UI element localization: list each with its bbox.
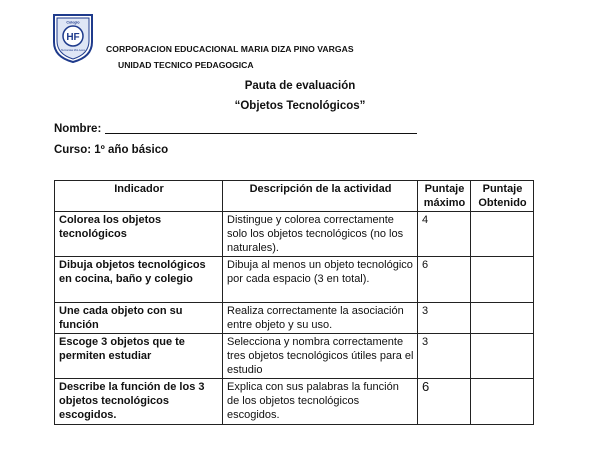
header-descripcion: Descripción de la actividad (223, 181, 418, 212)
organization-name: CORPORACION EDUCACIONAL MARIA DIZA PINO VARGAS (106, 44, 354, 54)
curso-label: Curso: 1º año básico (54, 144, 169, 156)
nombre-blank-line (105, 133, 417, 134)
descripcion-cell: Explica con sus palabras la función de los objetos tecnológicos escogidos. (223, 379, 418, 425)
header-indicador: Indicador (55, 181, 223, 212)
indicador-cell: Describe la función de los 3 objetos tecnológicos escogidos. (55, 379, 223, 425)
table-row (55, 334, 534, 379)
descripcion-cell: Selecciona y nombra correctamente tres objetos tecnológicos útiles para el estudio (223, 334, 418, 379)
table-row (55, 379, 534, 425)
descripcion-cell: Realiza correctamente la asociación entre objeto y su uso. (223, 303, 418, 334)
header-puntaje-maximo: Puntaje máximo (418, 181, 471, 212)
document-title: Pauta de evaluación (244, 80, 356, 92)
school-logo (51, 12, 95, 64)
indicador-cell: Dibuja objetos tecnológicos en cocina, baño y colegio (55, 257, 223, 303)
evaluation-table (54, 180, 534, 425)
puntaje-maximo-cell: 6 (418, 379, 471, 425)
puntaje-obtenido-cell[interactable] (471, 379, 534, 425)
indicador-cell: Une cada objeto con su función (55, 303, 223, 334)
unit-name: UNIDAD TECNICO PEDAGOGICA (118, 60, 254, 70)
header-puntaje-obtenido: Puntaje Obtenido (471, 181, 534, 212)
descripcion-cell: Dibuja al menos un objeto tecnológico por cada espacio (3 en total). (223, 257, 418, 303)
document-subtitle: “Objetos Tecnológicos” (234, 100, 366, 112)
puntaje-maximo-cell: 3 (418, 303, 471, 334)
svg-text:Hermanitas Mini-Jesús: Hermanitas Mini-Jesús (60, 49, 86, 52)
table-row (55, 257, 534, 303)
svg-text:HF: HF (66, 32, 80, 43)
puntaje-obtenido-cell[interactable] (471, 257, 534, 303)
nombre-label: Nombre: (54, 123, 102, 135)
puntaje-obtenido-cell[interactable] (471, 212, 534, 257)
puntaje-maximo-cell: 6 (418, 257, 471, 303)
table-row (55, 303, 534, 334)
svg-text:Colegio: Colegio (66, 20, 80, 25)
indicador-cell: Colorea los objetos tecnológicos (55, 212, 223, 257)
school-crest-icon (51, 12, 95, 64)
puntaje-maximo-cell: 4 (418, 212, 471, 257)
puntaje-maximo-cell: 3 (418, 334, 471, 379)
table-header-row (55, 181, 534, 212)
table-row (55, 212, 534, 257)
indicador-cell: Escoge 3 objetos que te permiten estudiar (55, 334, 223, 379)
descripcion-cell: Distingue y colorea correctamente solo los objetos tecnológicos (no los naturales). (223, 212, 418, 257)
puntaje-obtenido-cell[interactable] (471, 334, 534, 379)
puntaje-obtenido-cell[interactable] (471, 303, 534, 334)
